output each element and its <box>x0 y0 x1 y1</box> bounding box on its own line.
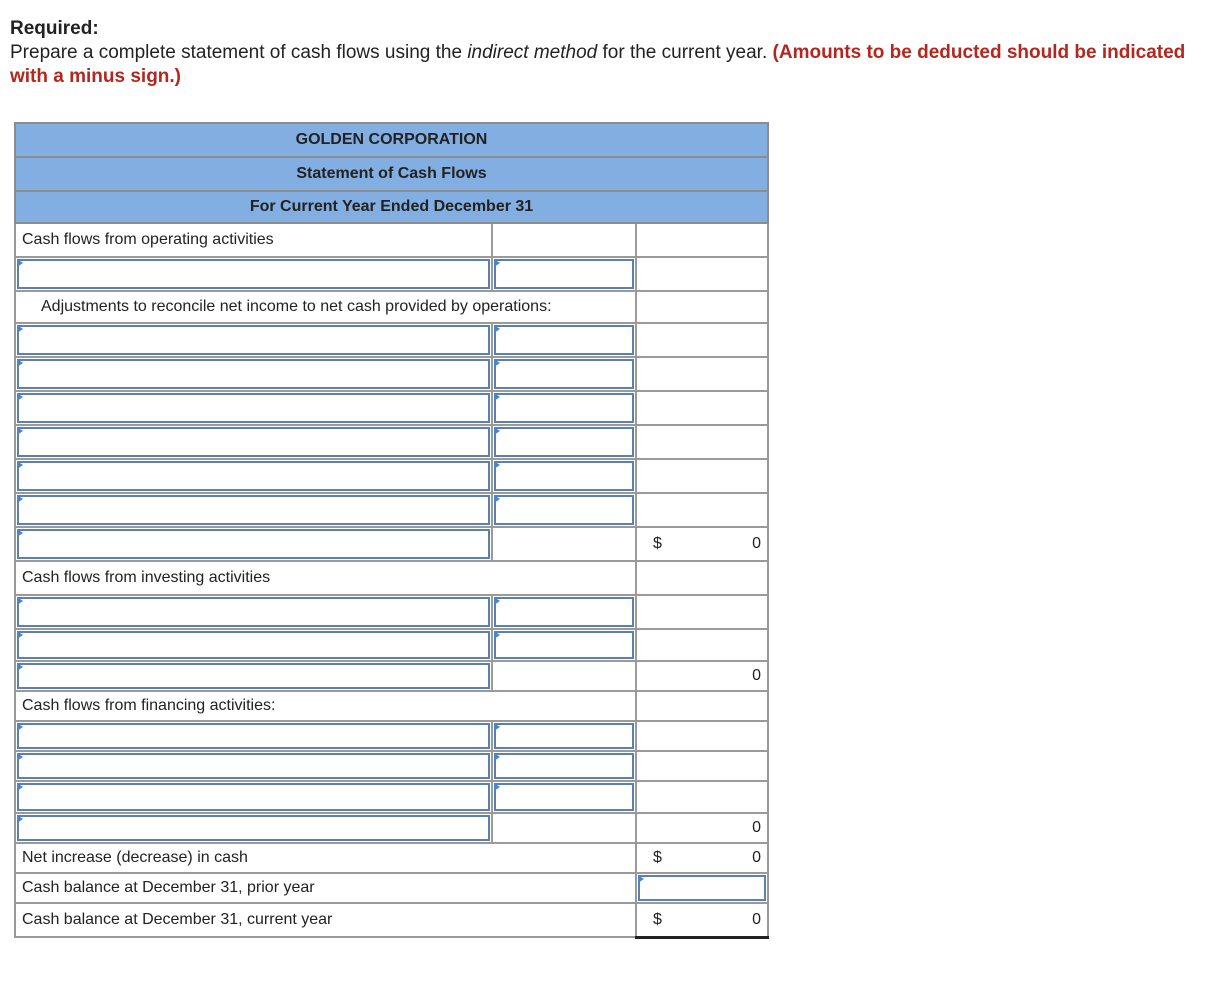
net-income-row <box>15 257 768 291</box>
investing-heading-row <box>15 561 768 595</box>
adjustment-row <box>15 425 768 459</box>
current-balance-label: Cash balance at December 31, current year <box>15 903 636 937</box>
financing-total-value: 0 <box>752 819 761 836</box>
financing-heading-row <box>15 691 768 721</box>
adjustment-label-dropdown-2[interactable] <box>17 359 490 389</box>
prior-balance-row <box>15 873 768 903</box>
financing-amount-input-3[interactable] <box>494 783 634 811</box>
investing-row <box>15 595 768 629</box>
financing-heading: Cash flows from financing activities: <box>15 691 636 721</box>
investing-row <box>15 629 768 661</box>
investing-label-dropdown-1[interactable] <box>17 597 490 627</box>
prior-balance-input[interactable] <box>638 875 766 901</box>
financing-label-dropdown-3[interactable] <box>17 783 490 811</box>
instructions-text: Prepare a complete statement of cash flows using the indirect method for the current year. (Amounts to be deducted should be indicated with a minus sign.) <box>10 42 1186 87</box>
adjustment-row <box>15 493 768 527</box>
current-balance-row <box>15 903 768 937</box>
financing-row <box>15 751 768 781</box>
financing-total-label-dropdown[interactable] <box>17 815 490 841</box>
adjustment-label-dropdown-3[interactable] <box>17 393 490 423</box>
financing-label-dropdown-2[interactable] <box>17 753 490 779</box>
statement-title: Statement of Cash Flows <box>15 157 768 191</box>
current-balance-value: 0 <box>752 910 761 928</box>
financing-total-row <box>15 813 768 843</box>
adjustments-heading: Adjustments to reconcile net income to net cash provided by operations: <box>15 291 636 323</box>
adjustment-row <box>15 391 768 425</box>
operating-total-row <box>15 527 768 561</box>
prior-balance-label: Cash balance at December 31, prior year <box>15 873 636 903</box>
adjustment-amount-input-1[interactable] <box>494 325 634 355</box>
adjustment-amount-input-4[interactable] <box>494 427 634 457</box>
company-name: GOLDEN CORPORATION <box>15 123 768 157</box>
currency-symbol: $ <box>653 849 662 866</box>
investing-total-label-dropdown[interactable] <box>17 663 490 689</box>
adjustment-label-dropdown-1[interactable] <box>17 325 490 355</box>
operating-label-dropdown-1[interactable] <box>17 259 490 289</box>
header-row-title <box>15 157 768 191</box>
adjustment-amount-input-2[interactable] <box>494 359 634 389</box>
required-heading: Required: <box>10 18 99 39</box>
adjustment-row <box>15 323 768 357</box>
statement-period: For Current Year Ended December 31 <box>15 191 768 223</box>
header-row-period <box>15 191 768 223</box>
operating-heading: Cash flows from operating activities <box>15 223 492 257</box>
adjustment-amount-input-6[interactable] <box>494 495 634 525</box>
operating-total-label-dropdown[interactable] <box>17 529 490 559</box>
adjustment-label-dropdown-6[interactable] <box>17 495 490 525</box>
net-change-value: 0 <box>752 849 761 866</box>
cash-flow-statement-table <box>14 122 769 939</box>
operating-heading-row <box>15 223 768 257</box>
currency-symbol: $ <box>653 535 662 552</box>
financing-label-dropdown-1[interactable] <box>17 723 490 749</box>
net-change-label: Net increase (decrease) in cash <box>15 843 636 873</box>
investing-total-value: 0 <box>752 667 761 684</box>
adjustment-label-dropdown-5[interactable] <box>17 461 490 491</box>
investing-amount-input-2[interactable] <box>494 631 634 659</box>
net-change-row <box>15 843 768 873</box>
adjustment-row <box>15 357 768 391</box>
financing-row <box>15 781 768 813</box>
adjustment-row <box>15 459 768 493</box>
operating-amount-input-1[interactable] <box>494 259 634 289</box>
operating-total-value: 0 <box>752 535 761 552</box>
currency-symbol: $ <box>653 910 662 928</box>
header-row-company <box>15 123 768 157</box>
financing-amount-input-2[interactable] <box>494 753 634 779</box>
investing-total-row <box>15 661 768 691</box>
adjustment-amount-input-3[interactable] <box>494 393 634 423</box>
adjustment-amount-input-5[interactable] <box>494 461 634 491</box>
adjustments-heading-row <box>15 291 768 323</box>
investing-label-dropdown-2[interactable] <box>17 631 490 659</box>
financing-row <box>15 721 768 751</box>
investing-amount-input-1[interactable] <box>494 597 634 627</box>
adjustment-label-dropdown-4[interactable] <box>17 427 490 457</box>
financing-amount-input-1[interactable] <box>494 723 634 749</box>
investing-heading: Cash flows from investing activities <box>15 561 636 595</box>
